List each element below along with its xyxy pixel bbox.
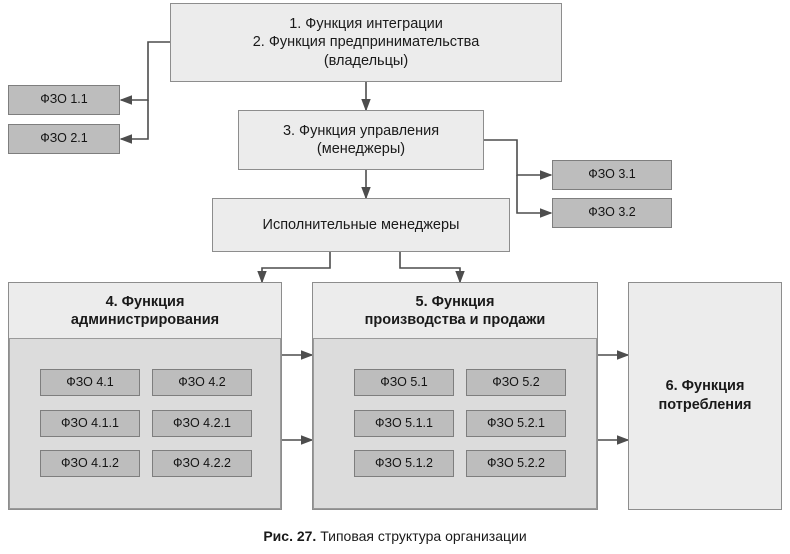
fzo-4-1-2-label: ФЗО 4.1.2 (61, 455, 119, 470)
node-consumption-line2: потребления (658, 397, 752, 413)
group-production-title-line1: 5. Функция (415, 293, 495, 310)
fzo-4-1[interactable] (40, 369, 140, 396)
node-owners[interactable] (170, 3, 562, 82)
fzo-4-1-1-label: ФЗО 4.1.1 (61, 415, 119, 430)
fzo-4-1-2[interactable] (40, 450, 140, 477)
fzo-5-2[interactable] (466, 369, 566, 396)
node-management[interactable] (238, 110, 484, 170)
node-owners-line1: 1. Функция интеграции (289, 16, 443, 33)
fzo-3-1[interactable] (552, 160, 672, 190)
figure-caption-label: Рис. 27. (263, 528, 317, 544)
node-consumption[interactable] (628, 282, 782, 510)
fzo-5-2-1-label: ФЗО 5.2.1 (487, 415, 545, 430)
fzo-3-2-label: ФЗО 3.2 (588, 205, 636, 220)
fzo-2-1[interactable] (8, 124, 120, 154)
fzo-5-2-1[interactable] (466, 410, 566, 437)
fzo-5-2-label: ФЗО 5.2 (492, 374, 540, 389)
fzo-4-2-1-label: ФЗО 4.2.1 (173, 415, 231, 430)
fzo-4-2[interactable] (152, 369, 252, 396)
fzo-5-2-2-label: ФЗО 5.2.2 (487, 455, 545, 470)
fzo-2-1-label: ФЗО 2.1 (40, 131, 88, 146)
fzo-5-1-label: ФЗО 5.1 (380, 374, 428, 389)
fzo-5-2-2[interactable] (466, 450, 566, 477)
fzo-4-2-2[interactable] (152, 450, 252, 477)
fzo-3-2[interactable] (552, 198, 672, 228)
group-production-title-line2: производства и продажи (364, 312, 546, 328)
group-administration-title (8, 286, 282, 336)
node-executive-managers-label: Исполнительные менеджеры (262, 216, 460, 233)
fzo-1-1-label: ФЗО 1.1 (40, 92, 88, 107)
fzo-5-1[interactable] (354, 369, 454, 396)
node-owners-line2: 2. Функция предпринимательства (252, 34, 480, 51)
node-management-line2: (менеджеры) (316, 141, 406, 157)
fzo-4-2-label: ФЗО 4.2 (178, 374, 226, 389)
fzo-4-2-1[interactable] (152, 410, 252, 437)
fzo-3-1-label: ФЗО 3.1 (588, 167, 636, 182)
fzo-4-2-2-label: ФЗО 4.2.2 (173, 455, 231, 470)
group-production-title (312, 286, 598, 336)
fzo-4-1-label: ФЗО 4.1 (66, 374, 114, 389)
node-executive-managers[interactable] (212, 198, 510, 252)
group-administration-title-line1: 4. Функция (105, 293, 185, 310)
figure-caption (0, 528, 790, 544)
group-administration-title-line2: администрирования (70, 312, 220, 328)
fzo-5-1-1[interactable] (354, 410, 454, 437)
node-management-line1: 3. Функция управления (282, 122, 440, 139)
fzo-4-1-1[interactable] (40, 410, 140, 437)
fzo-5-1-1-label: ФЗО 5.1.1 (375, 415, 433, 430)
node-owners-line3: (владельцы) (323, 52, 409, 69)
fzo-5-1-2-label: ФЗО 5.1.2 (375, 455, 433, 470)
fzo-5-1-2[interactable] (354, 450, 454, 477)
figure-caption-text: Типовая структура организации (316, 528, 527, 544)
fzo-1-1[interactable] (8, 85, 120, 115)
node-consumption-line1: 6. Функция (665, 378, 745, 395)
